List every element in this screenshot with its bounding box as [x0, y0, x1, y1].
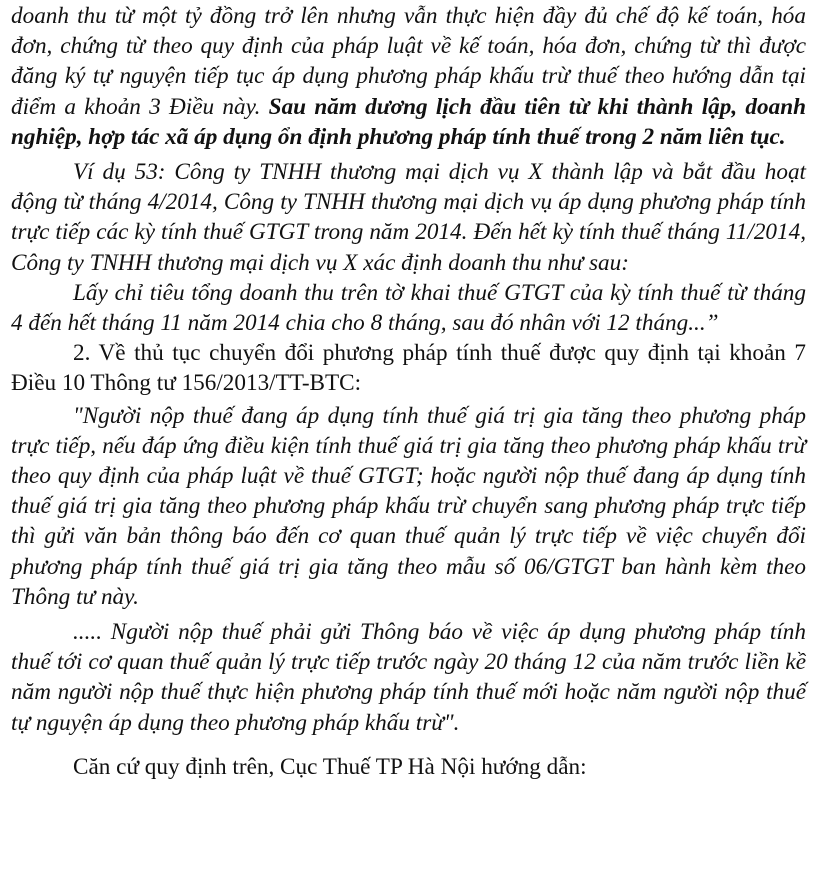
section-2-heading: 2. Về thủ tục chuyển đổi phương pháp tính thuế được quy định tại khoản 7 Điều 10 Thông tư 156/2013/TT-BTC: — [11, 340, 806, 397]
paragraph-intro-bold: Sau năm dương lịch đầu tiên từ khi thành lập, doanh nghiệp, hợp tác xã áp dụng ổn định phương pháp tính thuế trong 2 năm liên tục. — [11, 93, 807, 150]
quote-paragraph-2: ..... Người nộp thuế phải gửi Thông báo về việc áp dụng phương pháp tính thuế tới cơ quan thuế quản lý trực tiếp trước ngày 20 tháng 12 của năm trước liền kề năm người nộp thuế thực hiện phương pháp tính thuế mới hoặc năm người nộp thuế tự nguyện áp dụng theo phương pháp khấu trừ". — [11, 619, 806, 736]
example-53-continuation: Lấy chỉ tiêu tổng doanh thu trên tờ khai thuế GTGT của kỳ tính thuế từ tháng 4 đến hết tháng 11 năm 2014 chia cho 8 tháng, sau đó nhân với 12 tháng...” — [11, 279, 806, 337]
quote-paragraph-1: "Người nộp thuế đang áp dụng tính thuế giá trị gia tăng theo phương pháp trực tiếp, nếu đáp ứng điều kiện tính thuế giá trị gia tăng theo phương pháp khấu trừ theo quy định của pháp luật về thuế GTGT; hoặc người nộp thuế đang áp dụng tính thuế giá trị gia tăng theo phương pháp khấu trừ chuyển sang phương pháp trực tiếp thì gửi văn bản thông báo đến cơ quan thuế quản lý trực tiếp về việc chuyển đổi phương pháp tính thuế giá trị gia tăng theo mẫu số 06/GTGT ban hành kèm theo Thông tư này. — [11, 402, 806, 610]
example-53-paragraph: Ví dụ 53: Công ty TNHH thương mại dịch vụ X thành lập và bắt đầu hoạt động từ tháng 4/2014, Công ty TNHH thương mại dịch vụ áp dụng phương pháp tính trực tiếp các kỳ tính thuế GTGT trong năm 2014. Đến hết kỳ tính thuế tháng 11/2014, Công ty TNHH thương mại dịch vụ X xác định doanh thu như sau: — [11, 159, 806, 276]
paragraph-intro — [11, 1, 806, 152]
paragraph-intro-text: doanh thu từ một tỷ đồng trở lên nhưng vẫn thực hiện đầy đủ chế độ kế toán, hóa đơn, chứng từ theo quy định của pháp luật về kế toán, hóa đơn, chứng từ thì được đăng ký tự nguyện tiếp tục áp dụng phương pháp khấu trừ thuế theo hướng dẫn tại điểm a khoản 3 Điều này. — [11, 3, 806, 120]
conclusion-paragraph: Căn cứ quy định trên, Cục Thuế TP Hà Nội hướng dẫn: — [73, 753, 587, 780]
